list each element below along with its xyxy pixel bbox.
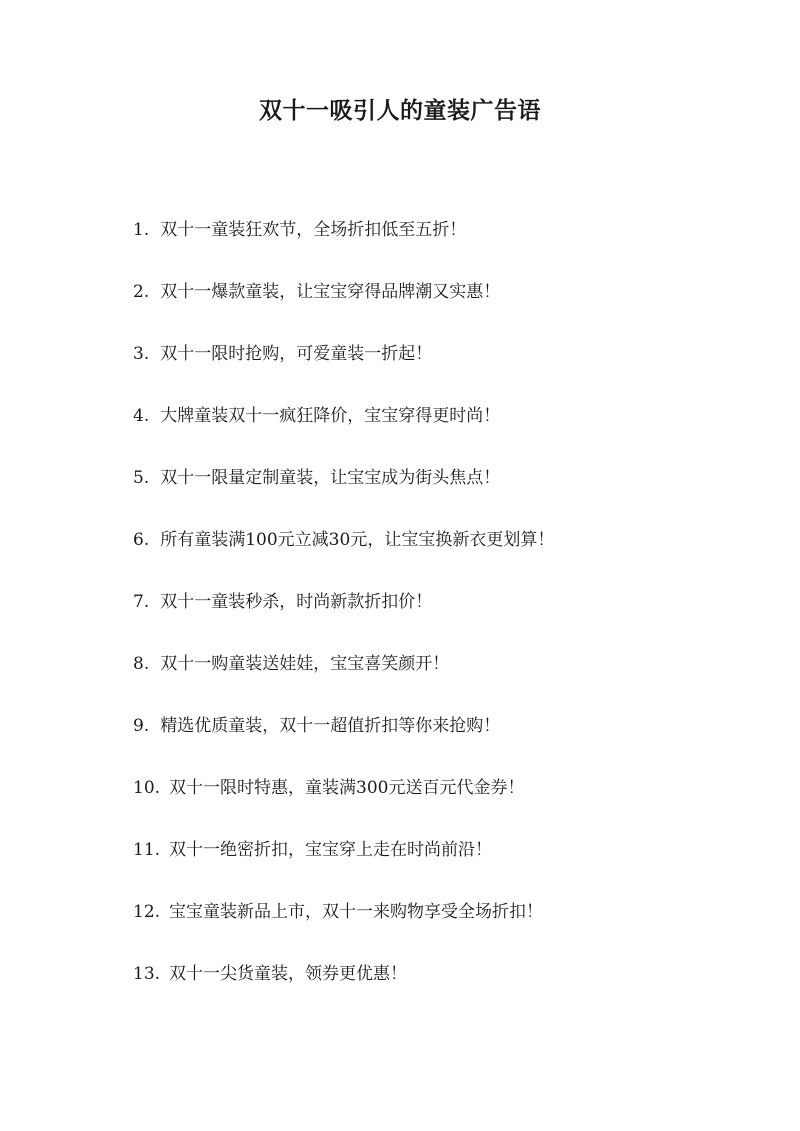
item-text: 双十一尖货童装，领券更优惠！: [169, 964, 408, 984]
item-number: 8.: [133, 654, 150, 674]
list-item: [133, 650, 554, 712]
item-text: 宝宝童装新品上市，双十一来购物享受全场折扣！: [169, 902, 544, 922]
item-number: 3.: [133, 344, 150, 364]
list-item: [133, 526, 554, 588]
list-item: [133, 712, 554, 774]
item-text: 所有童装满100元立减30元，让宝宝换新衣更划算！: [160, 530, 555, 550]
item-number: 6.: [133, 530, 150, 550]
list-item: [133, 278, 554, 340]
item-number: 5.: [133, 468, 150, 488]
item-number: 4.: [133, 406, 150, 426]
item-number: 7.: [133, 592, 150, 612]
list-item: [133, 464, 554, 526]
item-text: 双十一童装狂欢节，全场折扣低至五折！: [160, 220, 467, 240]
item-text: 双十一爆款童装，让宝宝穿得品牌潮又实惠！: [160, 282, 501, 302]
list-item: [133, 898, 554, 960]
slogan-list: [133, 216, 554, 1022]
item-number: 9.: [133, 716, 150, 736]
item-text: 双十一童装秒杀，时尚新款折扣价！: [160, 592, 433, 612]
item-number: 2.: [133, 282, 150, 302]
item-number: 1.: [133, 220, 150, 240]
item-text: 双十一限量定制童装，让宝宝成为街头焦点！: [160, 468, 501, 488]
item-text: 双十一限时抢购，可爱童装一折起！: [160, 344, 433, 364]
item-text: 精选优质童装，双十一超值折扣等你来抢购！: [160, 716, 501, 736]
item-text: 双十一绝密折扣，宝宝穿上走在时尚前沿！: [169, 840, 493, 860]
list-item: [133, 588, 554, 650]
list-item: [133, 402, 554, 464]
item-text: 双十一限时特惠，童装满300元送百元代金券！: [169, 778, 525, 798]
list-item: [133, 960, 554, 1022]
document-title: 双十一吸引人的童装广告语: [259, 97, 541, 124]
item-number: 12.: [133, 902, 161, 922]
list-item: [133, 216, 554, 278]
item-number: 13.: [133, 964, 161, 984]
list-item: [133, 340, 554, 402]
item-text: 双十一购童装送娃娃，宝宝喜笑颜开！: [160, 654, 450, 674]
list-item: [133, 774, 554, 836]
item-text: 大牌童装双十一疯狂降价，宝宝穿得更时尚！: [160, 406, 501, 426]
item-number: 11.: [133, 840, 161, 860]
item-number: 10.: [133, 778, 161, 798]
list-item: [133, 836, 554, 898]
